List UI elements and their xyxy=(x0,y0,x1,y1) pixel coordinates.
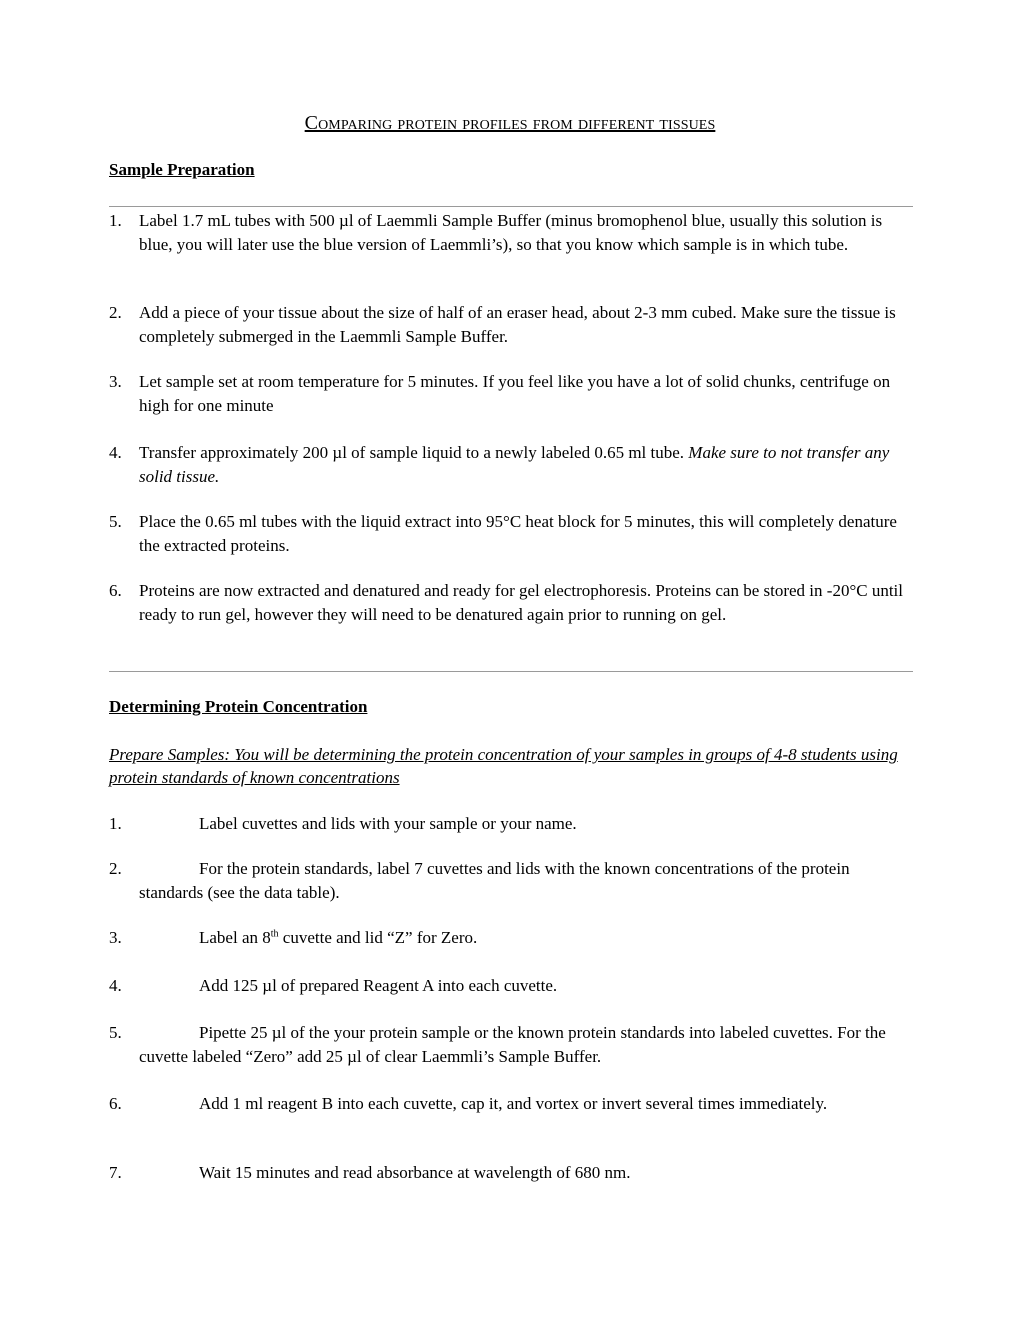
step-text xyxy=(139,441,913,488)
list-item xyxy=(109,926,913,950)
list-item xyxy=(109,370,913,417)
step-text: Pipette 25 µl of the your protein sample or the known protein standards into labeled cuvettes. For the cuvette labeled “Zero” add 25 µl of clear Laemmli’s Sample Buffer. xyxy=(139,1023,886,1066)
step-text-emphasis: Make sure to not transfer any solid tissue. xyxy=(139,443,890,486)
divider xyxy=(109,671,913,672)
list-item xyxy=(109,857,913,904)
section-heading-sample-preparation: Sample Preparation xyxy=(109,160,255,179)
step-text: Proteins are now extracted and denatured and ready for gel electrophoresis. Proteins can be stored in -20°C until ready to run gel, however they will need to be denatured again prior to running on gel. xyxy=(139,581,903,624)
step-number: 2. xyxy=(109,303,122,322)
step-text-part: cuvette and lid “Z” for Zero. xyxy=(278,928,478,947)
list-item xyxy=(109,1092,913,1116)
step-number: 5. xyxy=(109,512,122,531)
list-item xyxy=(109,812,913,836)
step-text-part: Label an 8 xyxy=(199,928,271,947)
section-intro: Prepare Samples: You will be determining the protein concentration of your samples in groups of 4-8 students using protein standards of known concentrations xyxy=(109,745,898,787)
divider xyxy=(109,206,913,207)
step-text-main: Transfer approximately 200 µl of sample liquid to a newly labeled 0.65 ml tube. xyxy=(139,443,689,462)
list-item xyxy=(109,209,913,256)
step-text: Add 1 ml reagent B into each cuvette, cap it, and vortex or invert several times immediately. xyxy=(199,1094,828,1113)
step-number: 3. xyxy=(109,372,122,391)
step-text: Wait 15 minutes and read absorbance at wavelength of 680 nm. xyxy=(199,1163,631,1182)
list-item xyxy=(109,441,913,488)
step-number: 6. xyxy=(109,581,122,600)
step-text: Label cuvettes and lids with your sample or your name. xyxy=(199,814,577,833)
step-text: Add a piece of your tissue about the size of half of an eraser head, about 2-3 mm cubed. Make sure the tissue is completely submerged in the Laemmli Sample Buffer. xyxy=(139,303,896,346)
list-item xyxy=(109,579,913,626)
step-number: 7. xyxy=(109,1163,122,1182)
step-number: 3. xyxy=(109,928,122,947)
section-heading-protein-concentration: Determining Protein Concentration xyxy=(109,697,368,716)
step-number: 6. xyxy=(109,1094,122,1113)
step-text: For the protein standards, label 7 cuvettes and lids with the known concentrations of the protein standards (see the data table). xyxy=(139,859,850,902)
step-text: Add 125 µl of prepared Reagent A into each cuvette. xyxy=(199,976,558,995)
step-number: 5. xyxy=(109,1023,122,1042)
list-item xyxy=(109,1161,913,1185)
step-number: 2. xyxy=(109,859,122,878)
step-text: Label 1.7 mL tubes with 500 µl of Laemmli Sample Buffer (minus bromophenol blue, usually this solution is blue, you will later use the blue version of Laemmli’s), so that you know which sample is in which tube. xyxy=(139,211,883,254)
superscript: th xyxy=(270,928,279,940)
list-item xyxy=(109,301,913,348)
step-text xyxy=(199,928,477,947)
step-number: 4. xyxy=(109,976,122,995)
list-item xyxy=(109,1021,913,1068)
step-number: 1. xyxy=(109,211,122,230)
page-title: Comparing protein profiles from different tissues xyxy=(304,112,716,134)
step-number: 4. xyxy=(109,443,122,462)
step-text: Let sample set at room temperature for 5 minutes. If you feel like you have a lot of solid chunks, centrifuge on high for one minute xyxy=(139,372,891,415)
list-item xyxy=(109,510,913,557)
list-item xyxy=(109,974,913,998)
step-number: 1. xyxy=(109,814,122,833)
step-text: Place the 0.65 ml tubes with the liquid extract into 95°C heat block for 5 minutes, this will completely denature the extracted proteins. xyxy=(139,512,897,555)
